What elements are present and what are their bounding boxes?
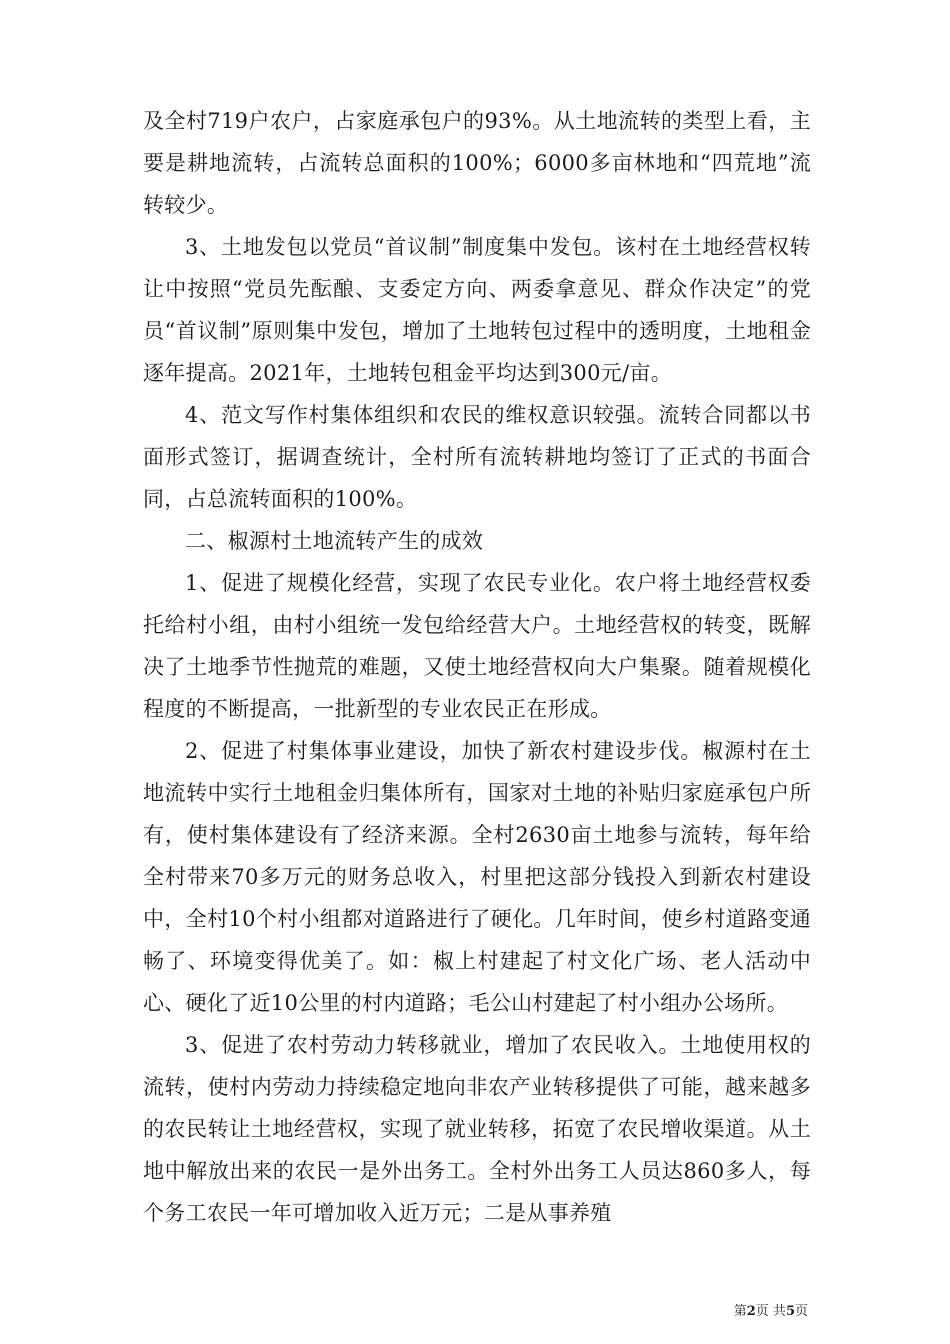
- paragraph-continuation: 及全村719户农户，占家庭承包户的93%。从土地流转的类型上看，主要是耕地流转，占流转总面积的100%；6000多亩林地和“四荒地”流转较少。: [143, 109, 811, 217]
- paragraph-effect-3: 3、促进了农村劳动力转移就业，增加了农民收入。土地使用权的流转，使村内劳动力持续稳定地向非农产业转移提供了可能，越来越多的农民转让土地经营权，实现了就业转移，拓宽了农民增收渠道。从土地中解放出来的农民一是外出务工。全村外出务工人员达860多人，每个务工农民一年可增加收入近万元；二是从事养殖: [143, 1033, 811, 1225]
- paragraph-effect-1: 1、促进了规模化经营，实现了农民专业化。农户将土地经营权委托给村小组，由村小组统一发包给经营大户。土地经营权的转变，既解决了土地季节性抛荒的难题，又使土地经营权向大户集聚。随着规模化程度的不断提高，一批新型的专业农民正在形成。: [143, 571, 811, 721]
- document-body: [143, 100, 811, 1234]
- paragraph-effect-2: 2、促进了村集体事业建设，加快了新农村建设步伐。椒源村在土地流转中实行土地租金归集体所有，国家对土地的补贴归家庭承包户所有，使村集体建设有了经济来源。全村2630亩土地参与流转，每年给全村带来70多万元的财务总收入，村里把这部分钱投入到新农村建设中，全村10个村小组都对道路进行了硬化。几年时间，使乡村道路变通畅了、环境变得优美了。如：椒上村建起了村文化广场、老人活动中心、硬化了近10公里的村内道路；毛公山村建起了村小组办公场所。: [143, 739, 811, 1015]
- paragraph-item-3: 3、土地发包以党员“首议制”制度集中发包。该村在土地经营权转让中按照“党员先酝酿、支委定方向、两委拿意见、群众作决定”的党员“首议制”原则集中发包，增加了土地转包过程中的透明度，土地租金逐年提高。2021年，土地转包租金平均达到300元/亩。: [143, 235, 811, 385]
- footer-prefix: 第: [733, 1304, 747, 1319]
- footer-total-pages: 5: [785, 1304, 795, 1319]
- footer-middle: 页 共: [755, 1304, 786, 1319]
- footer-current-page: 2: [746, 1304, 756, 1319]
- footer-suffix: 页: [794, 1304, 808, 1319]
- section-heading: 二、椒源村土地流转产生的成效: [185, 529, 484, 553]
- page-footer: [734, 1300, 808, 1319]
- paragraph-item-4: 4、范文写作村集体组织和农民的维权意识较强。流转合同都以书面形式签订，据调查统计，全村所有流转耕地均签订了正式的书面合同，占总流转面积的100%。: [143, 403, 811, 511]
